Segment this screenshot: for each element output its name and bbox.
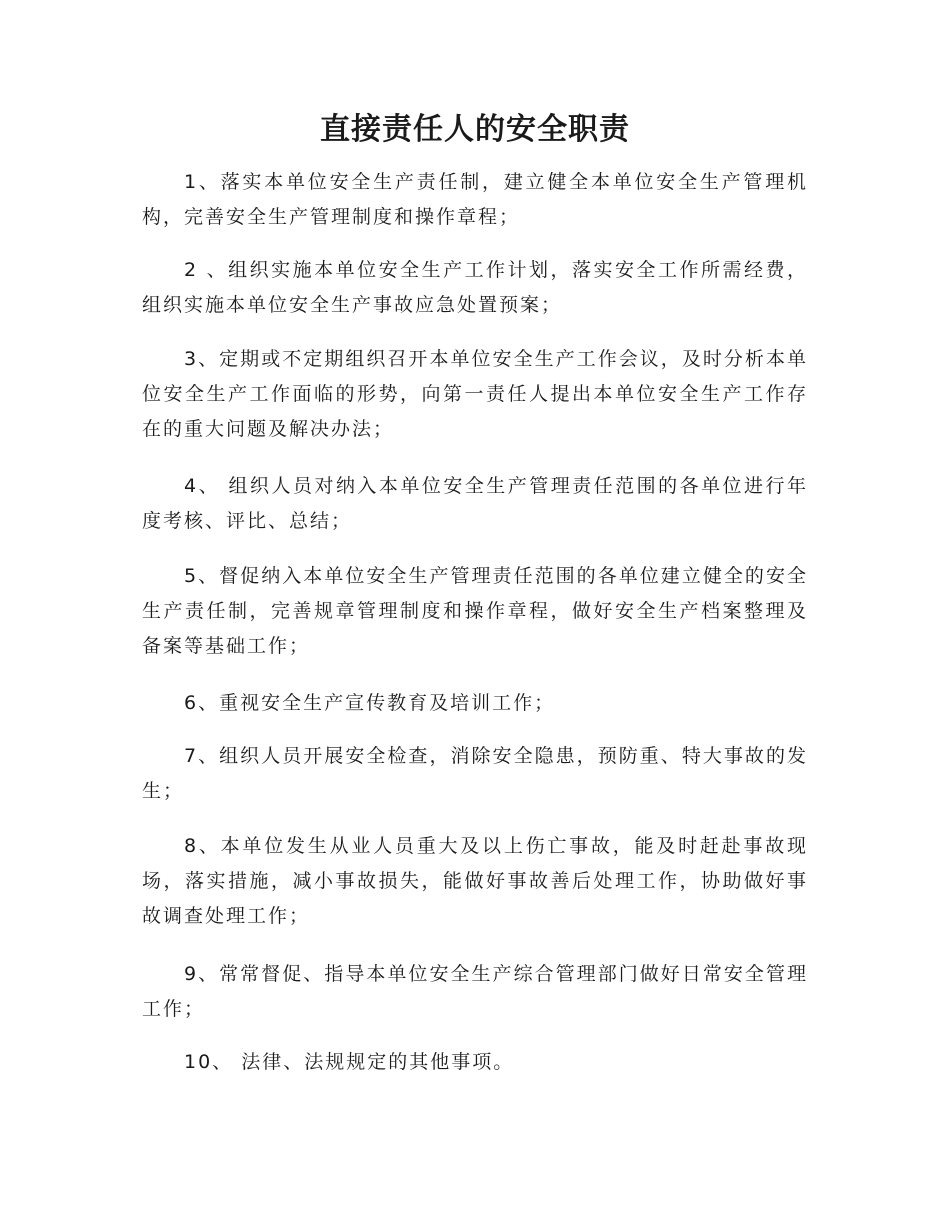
duty-item-6: 6、重视安全生产宣传教育及培训工作；	[184, 692, 556, 714]
duty-item-10: 10、 法律、法规规定的其他事项。	[184, 1051, 515, 1073]
duty-item-7: 7、组织人员开展安全检查，消除安全隐患，预防重、特大事故的发生；	[142, 745, 808, 802]
duty-item-8: 8、本单位发生从业人员重大及以上伤亡事故，能及时赶赴事故现场，落实措施，减小事故损失，能做好事故善后处理工作，协助做好事故调查处理工作；	[142, 835, 808, 927]
document-title: 直接责任人的安全职责	[320, 112, 630, 147]
duty-item-5: 5、督促纳入本单位安全生产管理责任范围的各单位建立健全的安全生产责任制，完善规章管理制度和操作章程，做好安全生产档案整理及备案等基础工作；	[142, 565, 808, 657]
duty-item-9: 9、常常督促、指导本单位安全生产综合管理部门做好日常安全管理工作；	[142, 963, 808, 1020]
duty-item-4: 4、 组织人员对纳入本单位安全生产管理责任范围的各单位进行年度考核、评比、总结；	[142, 475, 808, 532]
duty-item-2: 2 、组织实施本单位安全生产工作计划，落实安全工作所需经费，组织实施本单位安全生产事故应急处置预案；	[142, 259, 808, 316]
duty-item-3: 3、定期或不定期组织召开本单位安全生产工作会议，及时分析本单位安全生产工作面临的形势，向第一责任人提出本单位安全生产工作存在的重大问题及解决办法；	[142, 348, 808, 440]
duty-item-1: 1、落实本单位安全生产责任制，建立健全本单位安全生产管理机构，完善安全生产管理制度和操作章程；	[142, 171, 808, 228]
